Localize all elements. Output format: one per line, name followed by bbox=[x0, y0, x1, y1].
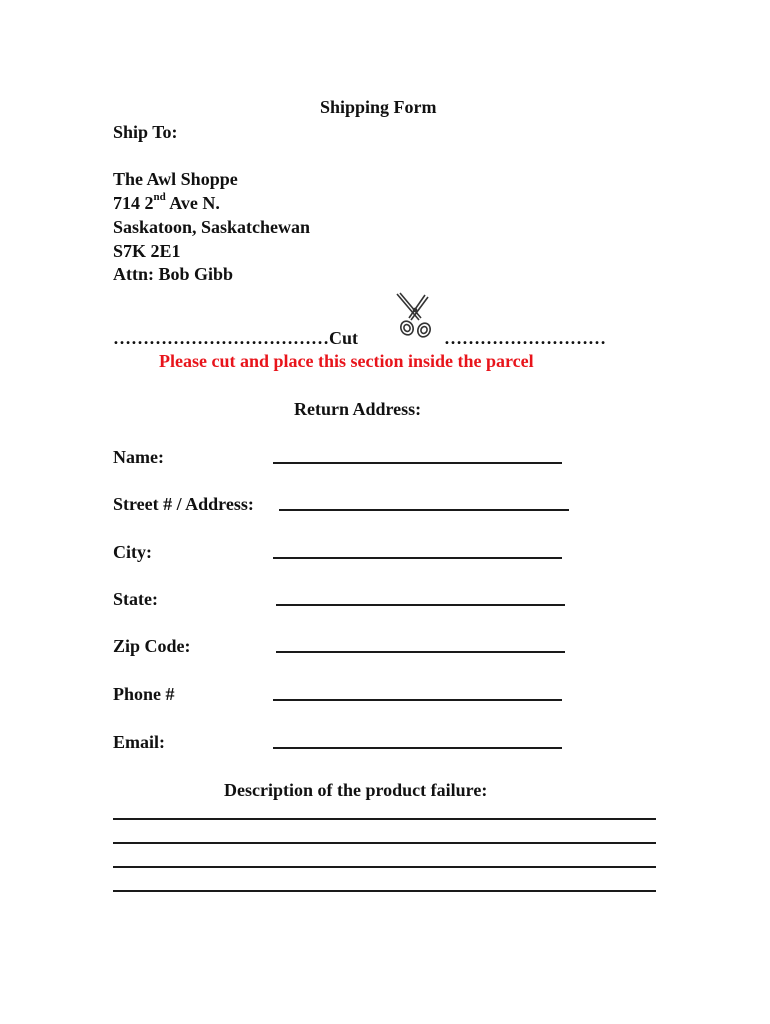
zip-code-label: Zip Code: bbox=[113, 636, 191, 656]
ship-to-street-suffix: nd bbox=[153, 191, 166, 203]
state-label: State: bbox=[113, 589, 158, 609]
ship-to-city: Saskatoon, Saskatchewan bbox=[113, 217, 311, 237]
street-field[interactable] bbox=[279, 509, 569, 511]
cut-line-left: ………………………………Cut bbox=[113, 328, 359, 348]
phone-field[interactable] bbox=[273, 699, 562, 701]
ship-to-company: The Awl Shoppe bbox=[113, 169, 238, 189]
city-field[interactable] bbox=[273, 557, 562, 559]
description-line-3[interactable] bbox=[113, 866, 656, 868]
scissors-icon bbox=[389, 290, 435, 340]
email-label: Email: bbox=[113, 732, 165, 752]
city-label: City: bbox=[113, 542, 152, 562]
ship-to-street-number: 714 2 bbox=[113, 193, 154, 213]
ship-to-label: Ship To: bbox=[113, 122, 178, 142]
ship-to-street bbox=[113, 192, 220, 214]
zip-code-field[interactable] bbox=[276, 651, 565, 653]
state-field[interactable] bbox=[276, 604, 565, 606]
description-heading: Description of the product failure: bbox=[224, 780, 488, 800]
form-title: Shipping Form bbox=[320, 97, 437, 117]
phone-label: Phone # bbox=[113, 684, 175, 704]
name-label: Name: bbox=[113, 447, 164, 467]
ship-to-attn: Attn: Bob Gibb bbox=[113, 264, 234, 284]
description-line-1[interactable] bbox=[113, 818, 656, 820]
name-field[interactable] bbox=[273, 462, 562, 464]
description-line-4[interactable] bbox=[113, 890, 656, 892]
cut-instruction: Please cut and place this section inside the parcel bbox=[159, 351, 534, 371]
street-label: Street # / Address: bbox=[113, 494, 254, 514]
description-line-2[interactable] bbox=[113, 842, 656, 844]
cut-line-right: ……………………… bbox=[444, 328, 606, 348]
email-field[interactable] bbox=[273, 747, 562, 749]
ship-to-postal: S7K 2E1 bbox=[113, 241, 181, 261]
ship-to-street-rest: Ave N. bbox=[165, 193, 220, 213]
return-address-heading: Return Address: bbox=[294, 399, 422, 419]
